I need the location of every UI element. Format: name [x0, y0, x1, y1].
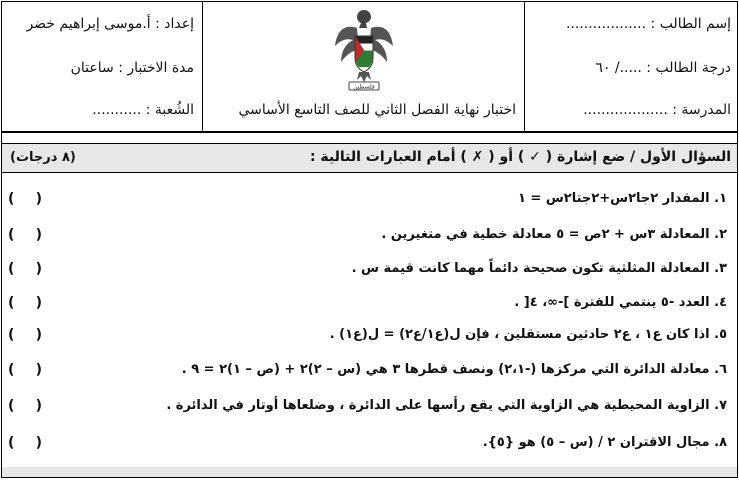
answer-close-paren: )	[35, 295, 42, 311]
answer-open-paren: (	[8, 362, 15, 378]
answer-open-paren: (	[8, 327, 15, 343]
student-name-line: إسم الطالب : ..................	[565, 16, 731, 32]
answer-open-paren: (	[8, 435, 15, 451]
question-item-6	[2, 359, 737, 385]
bottom-bar	[2, 467, 737, 478]
answer-close-paren: )	[35, 435, 42, 451]
exam-page	[1, 1, 738, 478]
answer-box[interactable]	[8, 362, 42, 378]
answer-close-paren: )	[35, 261, 42, 277]
answer-box[interactable]	[8, 261, 42, 277]
prepared-by-line: إعداد : أ.موسى إبراهيم خضر	[26, 16, 194, 32]
answer-close-paren: )	[35, 191, 42, 207]
student-info-cell	[524, 2, 737, 131]
question-item-4	[2, 292, 737, 318]
question-item-1	[2, 188, 737, 214]
question-title: السؤال الأول / ضع إشارة ( ✓ ) أو ( ✗ ) أمام العبارات التالية :	[309, 149, 731, 165]
question-item-2	[2, 224, 737, 250]
answer-box[interactable]	[8, 227, 42, 243]
question-item-7	[2, 395, 737, 421]
student-grade-line: درجة الطالب : ...../ ٦٠	[595, 60, 731, 76]
answer-close-paren: )	[35, 398, 42, 414]
question-item-8	[2, 432, 737, 458]
item-text: ١. المقدار ٢جا٢س+٢جتا٢س = ١	[517, 191, 727, 206]
teacher-info-cell	[2, 2, 202, 131]
answer-open-paren: (	[8, 191, 15, 207]
question-item-5	[2, 324, 737, 350]
item-text: ٨. مجال الاقتران ٢ / (س – ٥) هو {٥}.	[482, 435, 727, 450]
item-text: ٢. المعادلة ٣س + ٢ص = ٥ معادلة خطية في متغيرين .	[381, 227, 727, 242]
answer-open-paren: (	[8, 261, 15, 277]
item-text: ٥. اذا كان ع١ ، ع٢ حادثين مستقلين ، فإن ل(ع١/ع٢) = ل(ع١) .	[329, 327, 727, 342]
exam-title: اختبار نهاية الفصل الثاني للصف التاسع الأساسي	[238, 102, 516, 118]
answer-close-paren: )	[35, 327, 42, 343]
item-text: ٣. المعادلة المثلثية تكون صحيحة دائماً مهما كانت قيمة س .	[351, 261, 727, 276]
answer-close-paren: )	[35, 362, 42, 378]
section-line: الشُعبة : ...........	[92, 102, 194, 118]
answer-close-paren: )	[35, 227, 42, 243]
answer-open-paren: (	[8, 295, 15, 311]
question-header-bar	[2, 143, 737, 173]
question-item-3	[2, 258, 737, 284]
exam-header	[2, 2, 737, 133]
answer-box[interactable]	[8, 327, 42, 343]
answer-box[interactable]	[8, 295, 42, 311]
answer-box[interactable]	[8, 435, 42, 451]
answer-box[interactable]	[8, 398, 42, 414]
school-line: المدرسة : ...................	[583, 102, 731, 118]
item-text: ٤. العدد -٥ ينتمي للفترة ]-∞، ٤[ .	[514, 295, 727, 310]
item-text: ٦. معادلة الدائرة التي مركزها (-٢،١) ونصف قطرها ٣ هي (س – ٢)٢ + (ص – ١)٢ = ٩ .	[181, 362, 727, 377]
item-text: ٧. الزاوية المحيطية هي الزاوية التي يقع رأسها على الدائرة ، وضلعاها أوتار في الدائرة .	[166, 398, 727, 413]
answer-box[interactable]	[8, 191, 42, 207]
exam-duration-line: مدة الاختبار : ساعتان	[70, 60, 194, 76]
question-marks: (٨ درجات)	[10, 150, 76, 165]
emblem-caption: فلسطين	[353, 83, 375, 91]
palestine-eagle-emblem	[333, 6, 395, 92]
answer-open-paren: (	[8, 227, 15, 243]
exam-title-cell	[202, 2, 524, 131]
answer-open-paren: (	[8, 398, 15, 414]
